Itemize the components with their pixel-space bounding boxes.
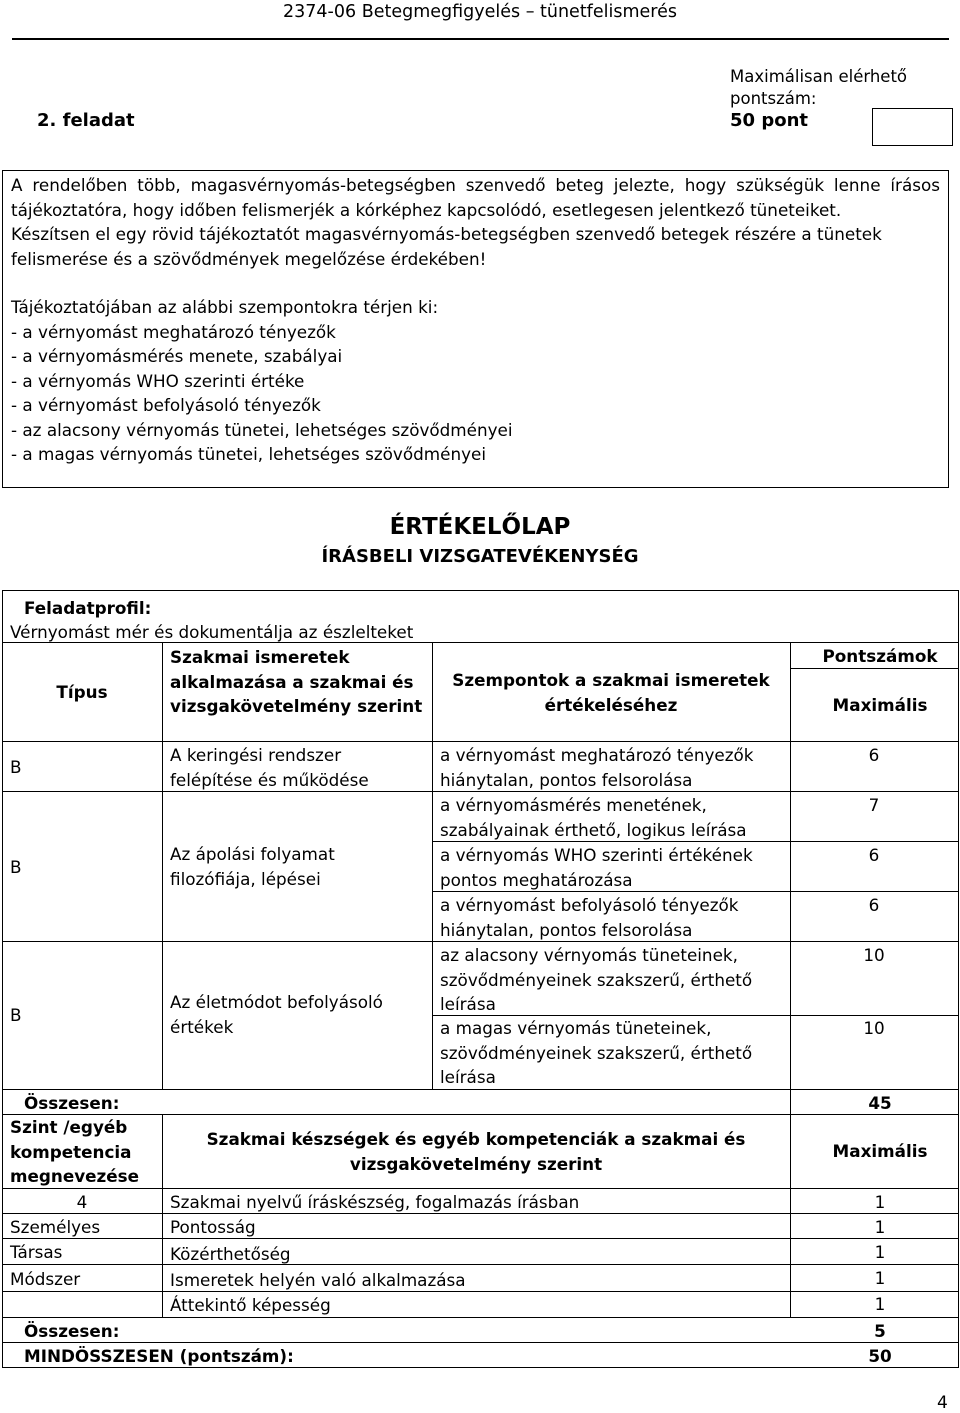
skill-max: 1 xyxy=(874,1192,886,1212)
skill-name: Ismeretek helyén való alkalmazása xyxy=(170,1270,466,1290)
task-paragraph-2: Készítsen el egy rövid tájékoztatót magasvérnyomás-betegségben szenvedő betegek részére a tünetek felismerése és a szövődmények megelőzése érdekében! xyxy=(11,224,882,269)
task-bullet: - a vérnyomást befolyásoló tényezők xyxy=(11,395,321,415)
column-header-points: Pontszámok xyxy=(822,646,938,666)
subtotal-value-2: 5 xyxy=(874,1321,886,1341)
page-header-title: 2374-06 Betegmegfigyelés – tünetfelismerés xyxy=(283,2,677,22)
task-number: 2. feladat xyxy=(37,110,135,131)
grand-total-value: 50 xyxy=(868,1346,892,1366)
task-description-box xyxy=(2,170,949,488)
task-profile-label: Feladatprofil: xyxy=(24,598,152,618)
skill-name: Közérthetőség xyxy=(170,1244,291,1264)
skill-level: 4 xyxy=(76,1192,88,1212)
column-header-professional-knowledge: Szakmai ismeretek alkalmazása a szakmai és vizsgakövetelmény szerint xyxy=(170,647,423,716)
score-entry-box[interactable] xyxy=(872,108,953,146)
column-header-maximum: Maximális xyxy=(832,695,928,715)
skill-level: Módszer xyxy=(10,1269,81,1289)
criterion-text: a magas vérnyomás tüneteinek, szövődményeinek szakszerű, érthető leírása xyxy=(440,1018,753,1087)
criterion-text: a vérnyomást meghatározó tényezők hiánytalan, pontos felsorolása xyxy=(440,745,754,790)
max-points-label xyxy=(730,66,920,110)
skill-name: Áttekintő képesség xyxy=(170,1295,331,1315)
max-points-label-line1: Maximálisan elérhető xyxy=(730,67,908,86)
task-bullet: - a vérnyomásmérés menete, szabályai xyxy=(11,346,343,366)
skill-level: Személyes xyxy=(10,1217,101,1237)
skill-name: Pontosság xyxy=(170,1217,256,1237)
column-header-competencies: Szakmai készségek és egyéb kompetenciák a szakmai és vizsgakövetelmény szerint xyxy=(206,1129,746,1174)
task-bullet: - az alacsony vérnyomás tünetei, lehetséges szövődményei xyxy=(11,419,513,440)
criterion-text: az alacsony vérnyomás tüneteinek, szövődményeinek szakszerű, érthető leírása xyxy=(440,945,753,1014)
criterion-text: a vérnyomás WHO szerinti értékének pontos meghatározása xyxy=(440,845,753,890)
evaluation-subtitle: ÍRÁSBELI VIZSGATEVÉKENYSÉG xyxy=(321,546,639,567)
task-bullet: - a magas vérnyomás tünetei, lehetséges szövődményei xyxy=(11,444,487,464)
skill-max: 1 xyxy=(874,1268,886,1288)
subtotal-label-2: Összesen: xyxy=(24,1321,120,1341)
max-points-label-line2: pontszám: xyxy=(730,89,817,108)
criterion-max: 10 xyxy=(863,945,885,965)
task-bullet: - a vérnyomást meghatározó tényezők xyxy=(11,321,336,342)
group-type: B xyxy=(10,1005,22,1025)
header-rule xyxy=(12,38,949,40)
column-header-level: Szint /egyéb kompetencia megnevezése xyxy=(10,1117,140,1186)
column-header-criteria: Szempontok a szakmai ismeretek értékeléséhez xyxy=(452,670,770,715)
task-bullet: - a vérnyomás WHO szerinti értéke xyxy=(11,370,305,391)
group-topic: Az ápolási folyamat filozófiája, lépései xyxy=(170,844,335,889)
criterion-text: a vérnyomásmérés menetének, szabályainak érthető, logikus leírása xyxy=(440,795,747,840)
group-type: B xyxy=(10,757,22,777)
column-header-type: Típus xyxy=(56,682,108,702)
max-points-value: 50 pont xyxy=(730,110,808,131)
criterion-max: 7 xyxy=(868,795,880,815)
skill-level: Társas xyxy=(10,1242,63,1262)
skill-max: 1 xyxy=(874,1217,886,1237)
criterion-max: 10 xyxy=(863,1018,885,1038)
criterion-max: 6 xyxy=(868,745,880,765)
skill-max: 1 xyxy=(874,1242,886,1262)
skill-max: 1 xyxy=(874,1294,886,1314)
group-type: B xyxy=(10,857,22,877)
criterion-max: 6 xyxy=(868,845,880,865)
evaluation-title: ÉRTÉKELŐLAP xyxy=(389,514,571,540)
column-header-maximum-2: Maximális xyxy=(832,1141,928,1161)
subtotal-label: Összesen: xyxy=(24,1093,120,1113)
page-number: 4 xyxy=(937,1393,948,1413)
skill-name: Szakmai nyelvű íráskészség, fogalmazás írásban xyxy=(170,1192,580,1212)
group-topic: Az életmódot befolyásoló értékek xyxy=(170,992,383,1037)
subtotal-value: 45 xyxy=(868,1093,892,1113)
task-paragraph-1: A rendelőben több, magasvérnyomás-betegségben szenvedő beteg jelezte, hogy szükségük lenne írásos tájékoztatóra, hogy időben felismerjék a kórképhez kapcsolódó, esetlegesen jelentkező tüneteiket. xyxy=(11,175,940,220)
group-topic: A keringési rendszer felépítése és működése xyxy=(170,745,369,790)
grand-total-label: MINDÖSSZESEN (pontszám): xyxy=(24,1346,294,1366)
task-profile-text: Vérnyomást mér és dokumentálja az észlelteket xyxy=(10,622,414,642)
criterion-max: 6 xyxy=(868,895,880,915)
criterion-text: a vérnyomást befolyásoló tényezők hiánytalan, pontos felsorolása xyxy=(440,895,739,940)
task-intro: Tájékoztatójában az alábbi szempontokra térjen ki: xyxy=(11,297,439,317)
